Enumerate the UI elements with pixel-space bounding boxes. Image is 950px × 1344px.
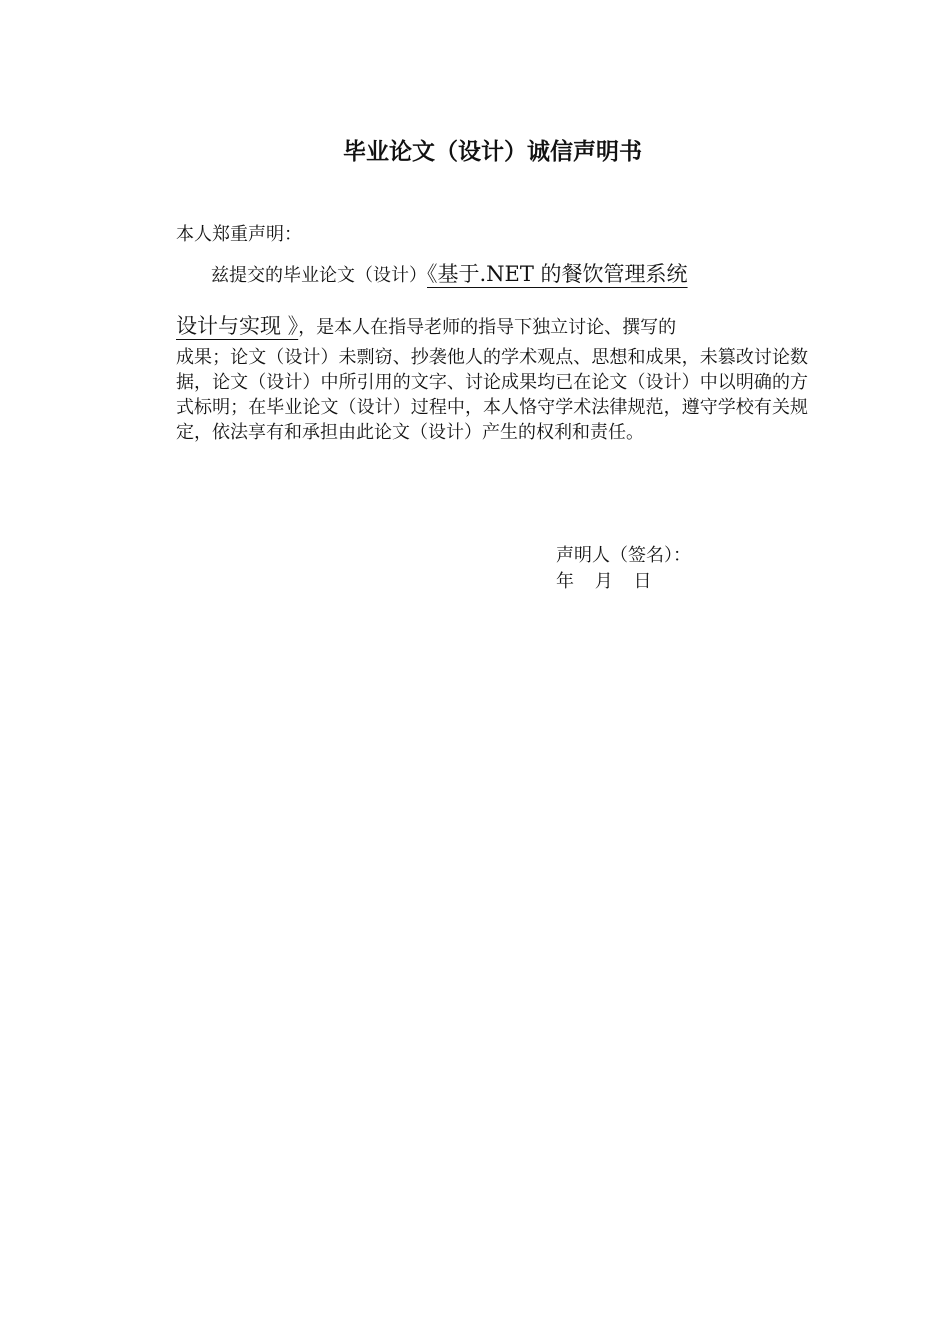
thesis-title-part2: 设计与实现 》 <box>176 314 299 338</box>
opening-statement: 本人郑重声明： <box>176 224 302 245</box>
signature-label: 声明人（签名）： <box>556 545 691 566</box>
submission-prefix: 兹提交的毕业论文（设计） <box>211 265 427 286</box>
date-year: 年 <box>556 571 574 592</box>
submission-line <box>211 258 688 288</box>
date-month: 月 <box>594 571 613 592</box>
date-line <box>556 569 691 595</box>
date-day: 日 <box>633 571 652 592</box>
thesis-title-line <box>176 310 676 340</box>
signature-block <box>556 543 691 595</box>
thesis-title-part1: 《基于.NET 的餐饮管理系统 <box>427 262 688 286</box>
document-title: 毕业论文（设计）诚信声明书 <box>343 139 642 165</box>
declaration-body: 成果；论文（设计）未剽窃、抄袭他人的学术观点、思想和成果，未篡改讨论数据，论文（设计）中所引用的文字、讨论成果均已在论文（设计）中以明确的方式标明；在毕业论文（设计）过程中，本人恪守学术法律规范，遵守学校有关规定，依法享有和承担由此论文（设计）产生的权利和责任。 <box>176 347 808 443</box>
submission-suffix: ，是本人在指导老师的指导下独立讨论、撰写的 <box>298 317 677 338</box>
